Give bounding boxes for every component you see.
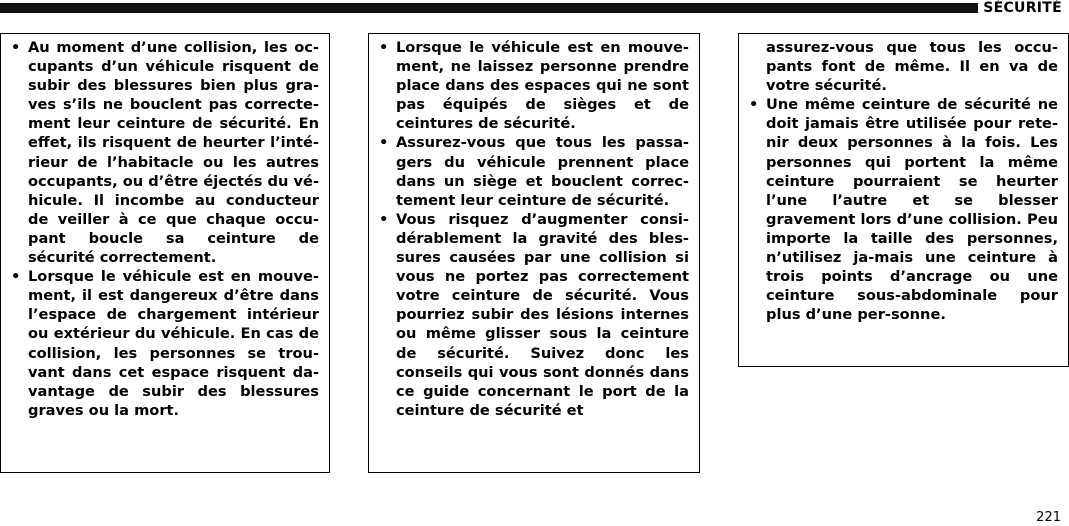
continuation-text: assurez-vous que tous les occu-pants font de même. Il en va de votre sécurité. xyxy=(766,39,1058,95)
bullet-icon: • xyxy=(379,134,389,152)
bullet-item xyxy=(11,38,319,267)
bullet-icon: • xyxy=(11,39,21,56)
bullet-text: Assurez-vous que tous les passa-gers du véhicule prennent place dans un siège et bouclent correc-tement leur ceinture de sécurité. xyxy=(396,134,689,209)
section-title: SÉCURITÉ xyxy=(983,0,1062,16)
warning-box-3 xyxy=(738,33,1069,367)
bullet-icon: • xyxy=(379,210,389,228)
bullet-text: Lorsque le véhicule est en mouve-ment, il est dangereux d’être dans l’espace de chargement intérieur ou extérieur du véhicule. En cas de collision, les personnes se trou-vant dans cet espace risquent da-vantage de subir des blessures graves ou la mort. xyxy=(28,268,319,419)
bullet-icon: • xyxy=(11,268,21,286)
header-rule xyxy=(0,3,978,13)
bullet-text: Lorsque le véhicule est en mouve-ment, ne laissez personne prendre place dans des espaces qui ne sont pas équipés de sièges et de ceintures de sécurité. xyxy=(396,39,689,133)
page-number: 221 xyxy=(1036,510,1061,525)
bullet-item xyxy=(379,38,689,133)
bullet-item xyxy=(379,133,689,209)
bullet-text: Une même ceinture de sécurité ne doit jamais être utilisée pour rete-nir deux personnes à la fois. Les personnes qui portent la même ceinture pourraient se heurter l’une l’autre et se blesser gravement lors d’une collision. Peu importe la taille des personnes, n’utilisez ja-mais une ceinture à trois points d’ancrage ou une ceinture sous-abdominale pour plus d’une per-sonne. xyxy=(766,96,1058,324)
bullet-text: Au moment d’une collision, les oc-cupants d’un véhicule risquent de subir des blessures bien plus gra-ves s’ils ne bouclent pas correcte-ment leur ceinture de sécurité. En effet, ils risquent de heurter l’inté-rieur de l’habitacle ou les autres occupants, ou d’être éjectés du vé-hicule. Il incombe au conducteur de veiller à ce que chaque occu-pant boucle sa ceinture de sécurité correctement. xyxy=(28,39,319,267)
bullet-item xyxy=(749,95,1058,324)
bullet-text: Vous risquez d’augmenter consi-dérablement la gravité des bles-sures causées par une collision si vous ne portez pas correctement votre ceinture de sécurité. Vous pourriez subir des lésions internes ou même glisser sous la ceinture de sécurité. Suivez donc les conseils qui vous sont donnés dans ce guide concernant le port de la ceinture de sécurité et xyxy=(396,210,689,419)
warning-box-1 xyxy=(0,33,330,473)
bullet-icon: • xyxy=(749,96,759,114)
warning-box-2 xyxy=(368,33,700,473)
bullet-item xyxy=(11,267,319,420)
bullet-icon: • xyxy=(379,39,389,56)
bullet-item xyxy=(379,210,689,420)
